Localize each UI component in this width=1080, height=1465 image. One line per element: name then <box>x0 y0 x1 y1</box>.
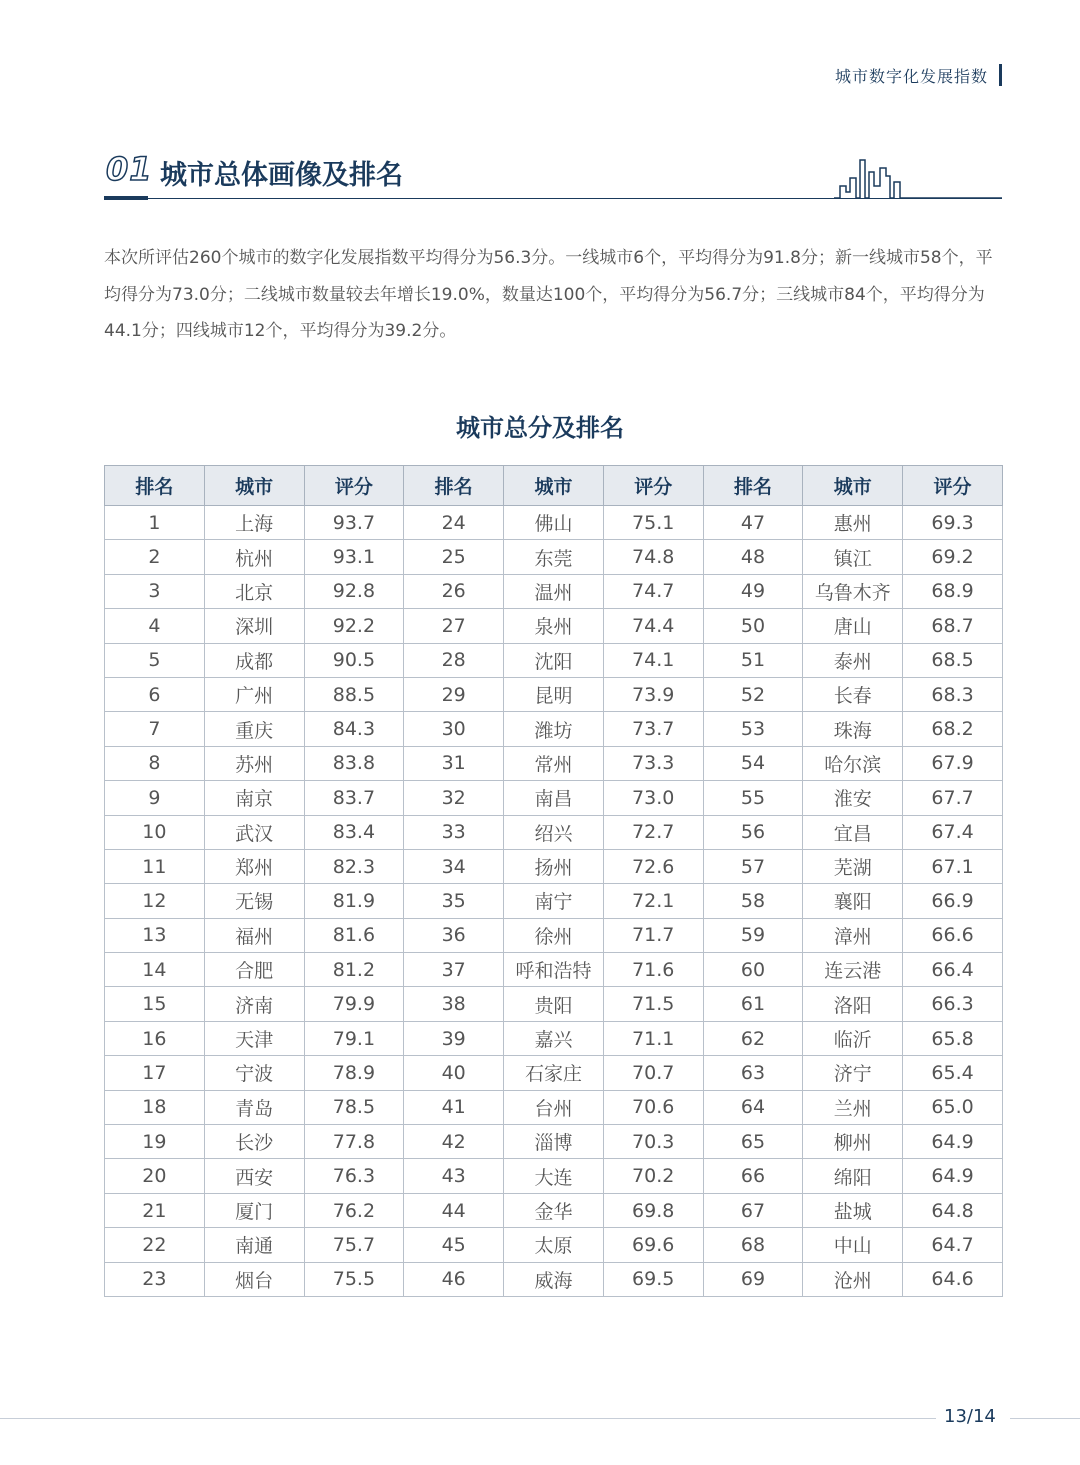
city-cell: 重庆 <box>204 712 304 746</box>
city-cell: 绍兴 <box>504 815 604 849</box>
table-row <box>105 506 1003 540</box>
city-cell: 嘉兴 <box>504 1021 604 1055</box>
rank-cell: 25 <box>404 540 504 574</box>
rank-cell: 10 <box>105 815 205 849</box>
score-cell: 71.7 <box>603 918 703 952</box>
table-row <box>105 1021 1003 1055</box>
score-cell: 78.5 <box>304 1090 404 1124</box>
city-cell: 洛阳 <box>803 987 903 1021</box>
rank-cell: 6 <box>105 677 205 711</box>
rank-cell: 13 <box>105 918 205 952</box>
city-cell: 大连 <box>504 1159 604 1193</box>
table-row <box>105 918 1003 952</box>
rank-cell: 42 <box>404 1125 504 1159</box>
rank-cell: 56 <box>703 815 803 849</box>
rank-cell: 31 <box>404 746 504 780</box>
rank-cell: 60 <box>703 953 803 987</box>
column-header: 评分 <box>903 466 1003 506</box>
rank-cell: 18 <box>105 1090 205 1124</box>
score-cell: 71.6 <box>603 953 703 987</box>
rank-cell: 24 <box>404 506 504 540</box>
city-cell: 无锡 <box>204 884 304 918</box>
city-cell: 泰州 <box>803 643 903 677</box>
score-cell: 72.7 <box>603 815 703 849</box>
rank-cell: 34 <box>404 849 504 883</box>
city-cell: 太原 <box>504 1228 604 1262</box>
score-cell: 83.4 <box>304 815 404 849</box>
score-cell: 74.8 <box>603 540 703 574</box>
city-cell: 温州 <box>504 574 604 608</box>
city-cell: 常州 <box>504 746 604 780</box>
table-row <box>105 1090 1003 1124</box>
score-cell: 74.7 <box>603 574 703 608</box>
table-row <box>105 1159 1003 1193</box>
city-cell: 成都 <box>204 643 304 677</box>
intro-paragraph: 本次所评估260个城市的数字化发展指数平均得分为56.3分。一线城市6个，平均得分为91.8分；新一线城市58个，平均得分为73.0分；二线城市数量较去年增长19.0%，数量达100个，平均得分为56.7分；三线城市84个，平均得分为44.1分；四线城市12个，平均得分为39.2分。 <box>104 248 993 341</box>
rank-cell: 4 <box>105 609 205 643</box>
score-cell: 73.3 <box>603 746 703 780</box>
city-cell: 中山 <box>803 1228 903 1262</box>
score-cell: 75.1 <box>603 506 703 540</box>
city-cell: 贵阳 <box>504 987 604 1021</box>
section-number: 01 <box>106 150 153 188</box>
column-header: 城市 <box>803 466 903 506</box>
rank-cell: 27 <box>404 609 504 643</box>
city-cell: 合肥 <box>204 953 304 987</box>
score-cell: 68.2 <box>903 712 1003 746</box>
city-cell: 石家庄 <box>504 1056 604 1090</box>
city-cell: 漳州 <box>803 918 903 952</box>
score-cell: 64.8 <box>903 1193 1003 1227</box>
score-cell: 67.4 <box>903 815 1003 849</box>
table-header-row <box>105 466 1003 506</box>
score-cell: 84.3 <box>304 712 404 746</box>
score-cell: 93.1 <box>304 540 404 574</box>
score-cell: 83.8 <box>304 746 404 780</box>
score-cell: 71.5 <box>603 987 703 1021</box>
score-cell: 65.4 <box>903 1056 1003 1090</box>
score-cell: 70.6 <box>603 1090 703 1124</box>
rank-cell: 45 <box>404 1228 504 1262</box>
city-cell: 宜昌 <box>803 815 903 849</box>
score-cell: 69.8 <box>603 1193 703 1227</box>
score-cell: 92.8 <box>304 574 404 608</box>
table-row <box>105 643 1003 677</box>
score-cell: 66.6 <box>903 918 1003 952</box>
rank-cell: 58 <box>703 884 803 918</box>
table-row <box>105 1262 1003 1296</box>
table-row <box>105 1228 1003 1262</box>
rank-cell: 46 <box>404 1262 504 1296</box>
table-row <box>105 815 1003 849</box>
score-cell: 70.7 <box>603 1056 703 1090</box>
city-cell: 扬州 <box>504 849 604 883</box>
city-cell: 北京 <box>204 574 304 608</box>
city-cell: 长沙 <box>204 1125 304 1159</box>
rank-cell: 26 <box>404 574 504 608</box>
section-title: 城市总体画像及排名 <box>160 160 403 191</box>
section-rule-accent <box>104 196 148 200</box>
score-cell: 70.2 <box>603 1159 703 1193</box>
table-row <box>105 781 1003 815</box>
score-cell: 66.3 <box>903 987 1003 1021</box>
rank-cell: 44 <box>404 1193 504 1227</box>
score-cell: 65.0 <box>903 1090 1003 1124</box>
score-cell: 72.1 <box>603 884 703 918</box>
rank-cell: 8 <box>105 746 205 780</box>
rank-cell: 14 <box>105 953 205 987</box>
page-number: 13/14 <box>944 1406 996 1427</box>
city-cell: 天津 <box>204 1021 304 1055</box>
rank-cell: 19 <box>105 1125 205 1159</box>
table-row <box>105 987 1003 1021</box>
score-cell: 81.6 <box>304 918 404 952</box>
city-cell: 昆明 <box>504 677 604 711</box>
city-cell: 苏州 <box>204 746 304 780</box>
city-cell: 郑州 <box>204 849 304 883</box>
score-cell: 68.3 <box>903 677 1003 711</box>
city-cell: 淮安 <box>803 781 903 815</box>
score-cell: 64.9 <box>903 1125 1003 1159</box>
rank-cell: 15 <box>105 987 205 1021</box>
score-cell: 76.2 <box>304 1193 404 1227</box>
city-cell: 长春 <box>803 677 903 711</box>
ranking-table <box>104 465 1003 1297</box>
rank-cell: 32 <box>404 781 504 815</box>
city-cell: 青岛 <box>204 1090 304 1124</box>
header-title: 城市数字化发展指数 <box>834 67 988 86</box>
rank-cell: 22 <box>105 1228 205 1262</box>
city-cell: 宁波 <box>204 1056 304 1090</box>
city-cell: 沈阳 <box>504 643 604 677</box>
column-header: 排名 <box>703 466 803 506</box>
score-cell: 92.2 <box>304 609 404 643</box>
city-cell: 连云港 <box>803 953 903 987</box>
table-row <box>105 884 1003 918</box>
score-cell: 69.5 <box>603 1262 703 1296</box>
city-cell: 呼和浩特 <box>504 953 604 987</box>
table-row <box>105 712 1003 746</box>
city-cell: 襄阳 <box>803 884 903 918</box>
score-cell: 75.5 <box>304 1262 404 1296</box>
city-cell: 南宁 <box>504 884 604 918</box>
table-row <box>105 746 1003 780</box>
rank-cell: 9 <box>105 781 205 815</box>
rank-cell: 53 <box>703 712 803 746</box>
city-cell: 潍坊 <box>504 712 604 746</box>
score-cell: 78.9 <box>304 1056 404 1090</box>
rank-cell: 28 <box>404 643 504 677</box>
score-cell: 68.7 <box>903 609 1003 643</box>
table-row <box>105 609 1003 643</box>
score-cell: 75.7 <box>304 1228 404 1262</box>
rank-cell: 66 <box>703 1159 803 1193</box>
rank-cell: 54 <box>703 746 803 780</box>
table-title: 城市总分及排名 <box>456 414 624 442</box>
score-cell: 77.8 <box>304 1125 404 1159</box>
city-cell: 绵阳 <box>803 1159 903 1193</box>
city-cell: 南昌 <box>504 781 604 815</box>
score-cell: 73.0 <box>603 781 703 815</box>
rank-cell: 11 <box>105 849 205 883</box>
rank-cell: 30 <box>404 712 504 746</box>
rank-cell: 39 <box>404 1021 504 1055</box>
city-cell: 柳州 <box>803 1125 903 1159</box>
rank-cell: 52 <box>703 677 803 711</box>
rank-cell: 2 <box>105 540 205 574</box>
city-cell: 沧州 <box>803 1262 903 1296</box>
table-row <box>105 574 1003 608</box>
footer-rule <box>1010 1418 1080 1419</box>
score-cell: 93.7 <box>304 506 404 540</box>
rank-cell: 17 <box>105 1056 205 1090</box>
score-cell: 68.5 <box>903 643 1003 677</box>
score-cell: 67.7 <box>903 781 1003 815</box>
score-cell: 76.3 <box>304 1159 404 1193</box>
score-cell: 74.1 <box>603 643 703 677</box>
rank-cell: 68 <box>703 1228 803 1262</box>
score-cell: 69.3 <box>903 506 1003 540</box>
score-cell: 64.6 <box>903 1262 1003 1296</box>
rank-cell: 3 <box>105 574 205 608</box>
city-cell: 泉州 <box>504 609 604 643</box>
rank-cell: 5 <box>105 643 205 677</box>
city-cell: 淄博 <box>504 1125 604 1159</box>
rank-cell: 62 <box>703 1021 803 1055</box>
column-header: 评分 <box>603 466 703 506</box>
table-row <box>105 953 1003 987</box>
city-cell: 西安 <box>204 1159 304 1193</box>
city-cell: 徐州 <box>504 918 604 952</box>
city-cell: 哈尔滨 <box>803 746 903 780</box>
column-header: 城市 <box>204 466 304 506</box>
score-cell: 68.9 <box>903 574 1003 608</box>
city-cell: 唐山 <box>803 609 903 643</box>
rank-cell: 64 <box>703 1090 803 1124</box>
score-cell: 82.3 <box>304 849 404 883</box>
city-cell: 佛山 <box>504 506 604 540</box>
score-cell: 74.4 <box>603 609 703 643</box>
rank-cell: 1 <box>105 506 205 540</box>
rank-cell: 65 <box>703 1125 803 1159</box>
city-cell: 济宁 <box>803 1056 903 1090</box>
city-cell: 东莞 <box>504 540 604 574</box>
city-cell: 厦门 <box>204 1193 304 1227</box>
rank-cell: 40 <box>404 1056 504 1090</box>
city-cell: 盐城 <box>803 1193 903 1227</box>
header-bar <box>999 64 1002 86</box>
table-row <box>105 1056 1003 1090</box>
score-cell: 79.9 <box>304 987 404 1021</box>
rank-cell: 16 <box>105 1021 205 1055</box>
score-cell: 81.2 <box>304 953 404 987</box>
rank-cell: 55 <box>703 781 803 815</box>
table-row <box>105 677 1003 711</box>
rank-cell: 21 <box>105 1193 205 1227</box>
score-cell: 64.9 <box>903 1159 1003 1193</box>
rank-cell: 49 <box>703 574 803 608</box>
city-cell: 珠海 <box>803 712 903 746</box>
table-row <box>105 540 1003 574</box>
score-cell: 70.3 <box>603 1125 703 1159</box>
rank-cell: 63 <box>703 1056 803 1090</box>
score-cell: 69.6 <box>603 1228 703 1262</box>
city-cell: 乌鲁木齐 <box>803 574 903 608</box>
column-header: 排名 <box>404 466 504 506</box>
footer-rule <box>0 1418 936 1419</box>
rank-cell: 37 <box>404 953 504 987</box>
rank-cell: 48 <box>703 540 803 574</box>
rank-cell: 12 <box>105 884 205 918</box>
rank-cell: 47 <box>703 506 803 540</box>
rank-cell: 50 <box>703 609 803 643</box>
score-cell: 66.4 <box>903 953 1003 987</box>
score-cell: 79.1 <box>304 1021 404 1055</box>
rank-cell: 43 <box>404 1159 504 1193</box>
rank-cell: 67 <box>703 1193 803 1227</box>
city-cell: 临沂 <box>803 1021 903 1055</box>
score-cell: 81.9 <box>304 884 404 918</box>
city-cell: 南京 <box>204 781 304 815</box>
table-row <box>105 849 1003 883</box>
score-cell: 67.9 <box>903 746 1003 780</box>
score-cell: 73.7 <box>603 712 703 746</box>
city-cell: 兰州 <box>803 1090 903 1124</box>
city-cell: 台州 <box>504 1090 604 1124</box>
city-cell: 深圳 <box>204 609 304 643</box>
rank-cell: 35 <box>404 884 504 918</box>
score-cell: 67.1 <box>903 849 1003 883</box>
city-cell: 烟台 <box>204 1262 304 1296</box>
score-cell: 90.5 <box>304 643 404 677</box>
rank-cell: 38 <box>404 987 504 1021</box>
city-cell: 威海 <box>504 1262 604 1296</box>
score-cell: 64.7 <box>903 1228 1003 1262</box>
rank-cell: 41 <box>404 1090 504 1124</box>
column-header: 排名 <box>105 466 205 506</box>
city-cell: 镇江 <box>803 540 903 574</box>
rank-cell: 69 <box>703 1262 803 1296</box>
score-cell: 73.9 <box>603 677 703 711</box>
rank-cell: 33 <box>404 815 504 849</box>
score-cell: 71.1 <box>603 1021 703 1055</box>
city-cell: 惠州 <box>803 506 903 540</box>
rank-cell: 51 <box>703 643 803 677</box>
rank-cell: 57 <box>703 849 803 883</box>
rank-cell: 59 <box>703 918 803 952</box>
rank-cell: 7 <box>105 712 205 746</box>
score-cell: 72.6 <box>603 849 703 883</box>
city-cell: 杭州 <box>204 540 304 574</box>
rank-cell: 23 <box>105 1262 205 1296</box>
column-header: 城市 <box>504 466 604 506</box>
table-row <box>105 1193 1003 1227</box>
table-row <box>105 1125 1003 1159</box>
rank-cell: 20 <box>105 1159 205 1193</box>
rank-cell: 36 <box>404 918 504 952</box>
score-cell: 69.2 <box>903 540 1003 574</box>
city-cell: 广州 <box>204 677 304 711</box>
city-cell: 济南 <box>204 987 304 1021</box>
rank-cell: 61 <box>703 987 803 1021</box>
score-cell: 88.5 <box>304 677 404 711</box>
column-header: 评分 <box>304 466 404 506</box>
skyline-icon <box>834 156 1002 200</box>
rank-cell: 29 <box>404 677 504 711</box>
city-cell: 上海 <box>204 506 304 540</box>
city-cell: 金华 <box>504 1193 604 1227</box>
score-cell: 83.7 <box>304 781 404 815</box>
city-cell: 武汉 <box>204 815 304 849</box>
city-cell: 南通 <box>204 1228 304 1262</box>
score-cell: 66.9 <box>903 884 1003 918</box>
city-cell: 芜湖 <box>803 849 903 883</box>
score-cell: 65.8 <box>903 1021 1003 1055</box>
city-cell: 福州 <box>204 918 304 952</box>
